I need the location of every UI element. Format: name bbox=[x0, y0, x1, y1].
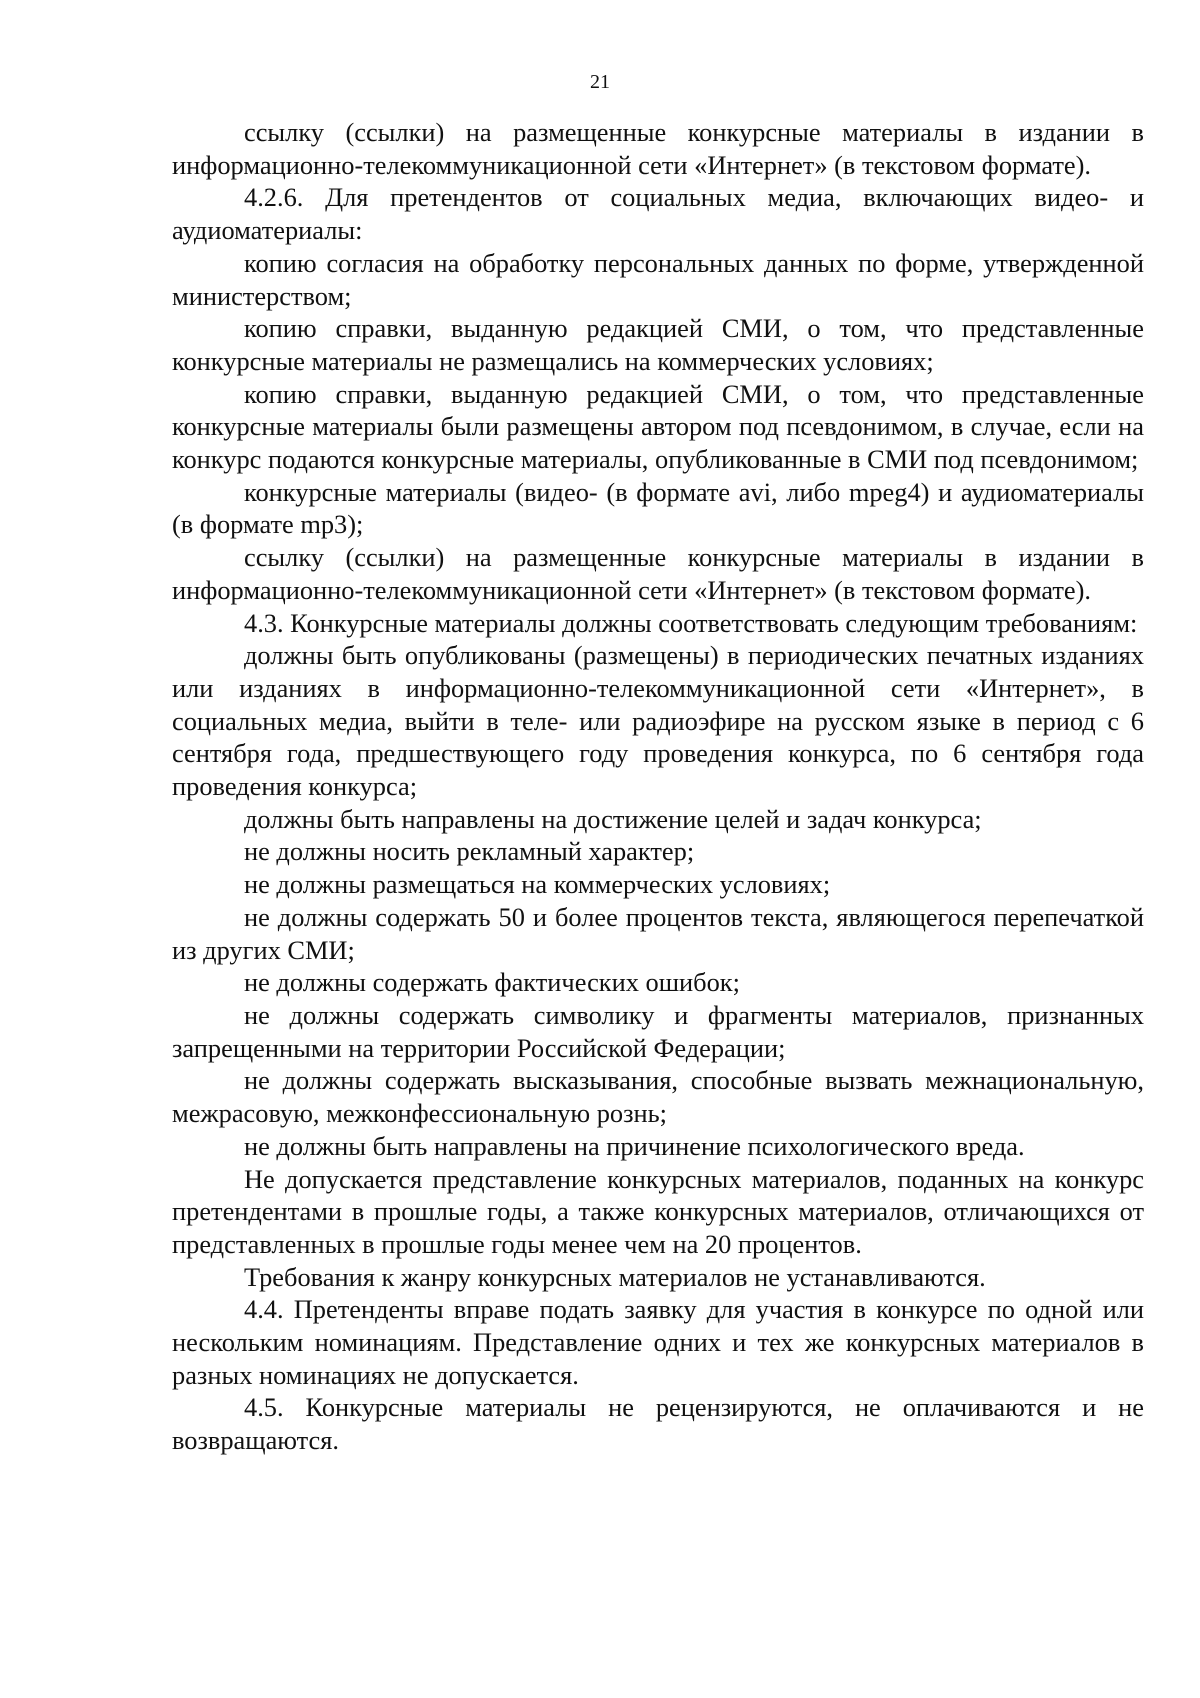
paragraph-link-print: ссылку (ссылки) на размещенные конкурсные материалы в издании в информационно-телекоммуникационной сети «Интернет» (в текстовом формате). bbox=[172, 117, 1144, 180]
paragraph-no-commercial: не должны размещаться на коммерческих условиях; bbox=[244, 869, 831, 900]
paragraph-no-prohibited-symbols: не должны содержать символику и фрагменты материалов, признанных запрещенными на территории Российской Федерации; bbox=[172, 999, 1144, 1063]
paragraph-consent-copy: копию согласия на обработку персональных данных по форме, утвержденной министерством; bbox=[172, 247, 1144, 311]
paragraph-no-advertising: не должны носить рекламный характер; bbox=[244, 836, 695, 867]
paragraph-4-4: 4.4. Претенденты вправе подать заявку для участия в конкурсе по одной или нескольким номинациям. Представление одних и тех же конкурсных материалов в разных номинациях не допускается. bbox=[172, 1294, 1144, 1390]
paragraph-no-psychological-harm: не должны быть направлены на причинение психологического вреда. bbox=[244, 1130, 1025, 1161]
paragraph-pseudonym-certificate: копию справки, выданную редакцией СМИ, о том, что представленные конкурсные материалы были размещены автором под псевдонимом, в случае, если на конкурс подаются конкурсные материалы, опубликованные в СМИ под псевдонимом; bbox=[172, 378, 1144, 475]
paragraph-4-3: 4.3. Конкурсные материалы должны соответствовать следующим требованиям: bbox=[244, 607, 1138, 638]
page-number: 21 bbox=[590, 71, 610, 93]
paragraph-publication-period: должны быть опубликованы (размещены) в периодических печатных изданиях или изданиях в информационно-телекоммуникационной сети «Интернет», в социальных медиа, выйти в теле- или радиоэфире на русском языке в период с 6 сентября года, предшествующего году проведения конкурса, по 6 сентября года проведения конкурса; bbox=[172, 640, 1144, 802]
paragraph-no-hate-speech: не должны содержать высказывания, способные вызвать межнациональную, межрасовую, межконфессиональную рознь; bbox=[172, 1065, 1144, 1129]
paragraph-4-5: 4.5. Конкурсные материалы не рецензируются, не оплачиваются и не возвращаются. bbox=[172, 1392, 1144, 1456]
paragraph-no-factual-errors: не должны содержать фактических ошибок; bbox=[244, 967, 740, 998]
paragraph-previous-years: Не допускается представление конкурсных материалов, поданных на конкурс претендентами в прошлые годы, а также конкурсных материалов, отличающихся от представленных в прошлые годы менее чем на 20 процентов. bbox=[172, 1163, 1144, 1259]
paragraph-4-2-6: 4.2.6. Для претендентов от социальных медиа, включающих видео- и аудиоматериалы: bbox=[172, 182, 1144, 246]
paragraph-genre: Требования к жанру конкурсных материалов не устанавливаются. bbox=[244, 1261, 986, 1292]
paragraph-link-social: ссылку (ссылки) на размещенные конкурсные материалы в издании в информационно-телекоммуникационной сети «Интернет» (в текстовом формате). bbox=[172, 542, 1144, 605]
document-body bbox=[172, 116, 1144, 1457]
paragraph-non-commercial-certificate: копию справки, выданную редакцией СМИ, о том, что представленные конкурсные материалы не размещались на коммерческих условиях; bbox=[172, 313, 1144, 376]
paragraph-media-formats: конкурсные материалы (видео- (в формате avi, либо mpeg4) и аудиоматериалы (в формате mp3); bbox=[172, 476, 1144, 540]
paragraph-reprint-limit: не должны содержать 50 и более процентов текста, являющегося перепечаткой из других СМИ; bbox=[172, 901, 1144, 965]
paragraph-goals: должны быть направлены на достижение целей и задач конкурса; bbox=[244, 803, 982, 834]
